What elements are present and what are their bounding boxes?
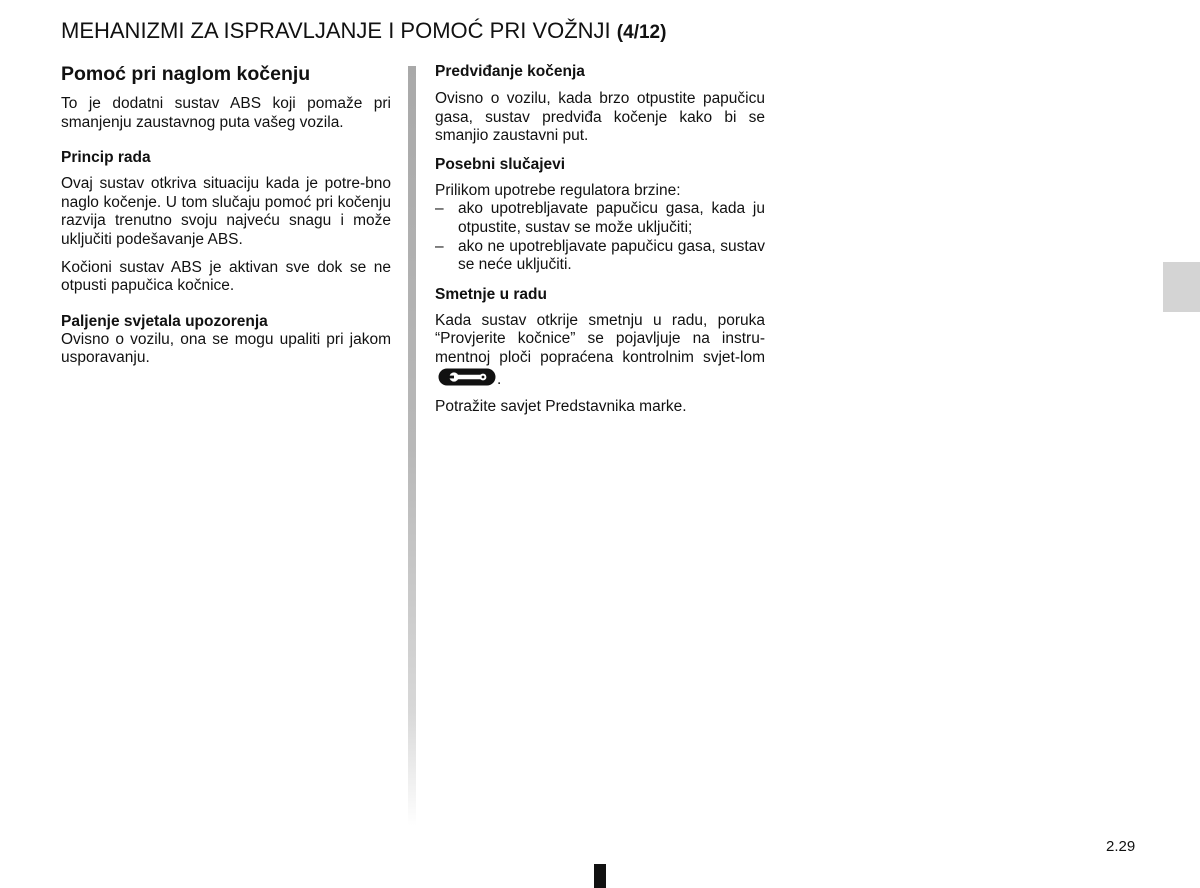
anticipation-paragraph: Ovisno o vozilu, kada brzo otpustite papučicu gasa, sustav predviđa kočenje kako bi se smanjio zaustavni put.	[435, 90, 765, 145]
list-dash: –	[435, 200, 444, 218]
chapter-tab	[1163, 262, 1200, 312]
list-item	[435, 200, 765, 237]
list-item-text: ako upotrebljavate papučicu gasa, kada ju otpustite, sustav se može uključiti;	[458, 200, 765, 236]
warning-lights-paragraph: Ovisno o vozilu, ona se mogu upaliti pri jakom usporavanju.	[61, 330, 391, 367]
fault-paragraph	[435, 312, 765, 389]
fault-text-end: .	[497, 370, 502, 388]
warning-lights-heading: Paljenje svjetala upozorenja	[61, 312, 268, 330]
list-item	[435, 238, 765, 275]
principle-heading: Princip rada	[61, 149, 151, 167]
special-cases-list	[435, 200, 765, 274]
middle-column	[435, 62, 765, 426]
list-item-text: ako ne upotrebljavate papučicu gasa, sustav se neće uključiti.	[458, 237, 765, 274]
advice-paragraph: Potražite savjet Predstavnika marke.	[435, 398, 687, 416]
page-edge-mark	[594, 864, 606, 888]
special-cases-heading: Posebni slučajevi	[435, 155, 566, 173]
page-title-text: MEHANIZMI ZA ISPRAVLJANJE I POMOĆ PRI VOŽNJI	[61, 18, 611, 43]
wrench-warning-icon	[438, 368, 496, 386]
page-part-indicator: (4/12)	[616, 22, 667, 43]
anticipation-heading: Predviđanje kočenja	[435, 63, 585, 80]
fault-text: Kada sustav otkrije smetnju u radu, poruka “Provjerite kočnice” se pojavljuje na instru-mentnoj ploči popraćena kontrolnim svjet-lom	[435, 311, 765, 366]
left-column	[61, 62, 391, 377]
page-title	[61, 18, 666, 44]
special-cases-intro: Prilikom upotrebe regulatora brzine:	[435, 181, 681, 199]
principle-paragraph-1: Ovaj sustav otkriva situaciju kada je potre-bno naglo kočenje. U tom slučaju pomoć pri kočenju razvija trenutno svoju najveću snagu i može uključiti podešavanje ABS.	[61, 175, 391, 248]
column-divider	[408, 66, 416, 826]
intro-paragraph: To je dodatni sustav ABS koji pomaže pri smanjenju zaustavnog puta vašeg vozila.	[61, 95, 391, 131]
section-heading-brake-assist: Pomoć pri naglom kočenju	[61, 63, 311, 85]
list-dash: –	[435, 237, 444, 255]
page-number: 2.29	[1106, 838, 1136, 855]
principle-paragraph-2: Kočioni sustav ABS je aktivan sve dok se ne otpusti papučica kočnice.	[61, 258, 391, 295]
fault-heading: Smetnje u radu	[435, 285, 547, 303]
